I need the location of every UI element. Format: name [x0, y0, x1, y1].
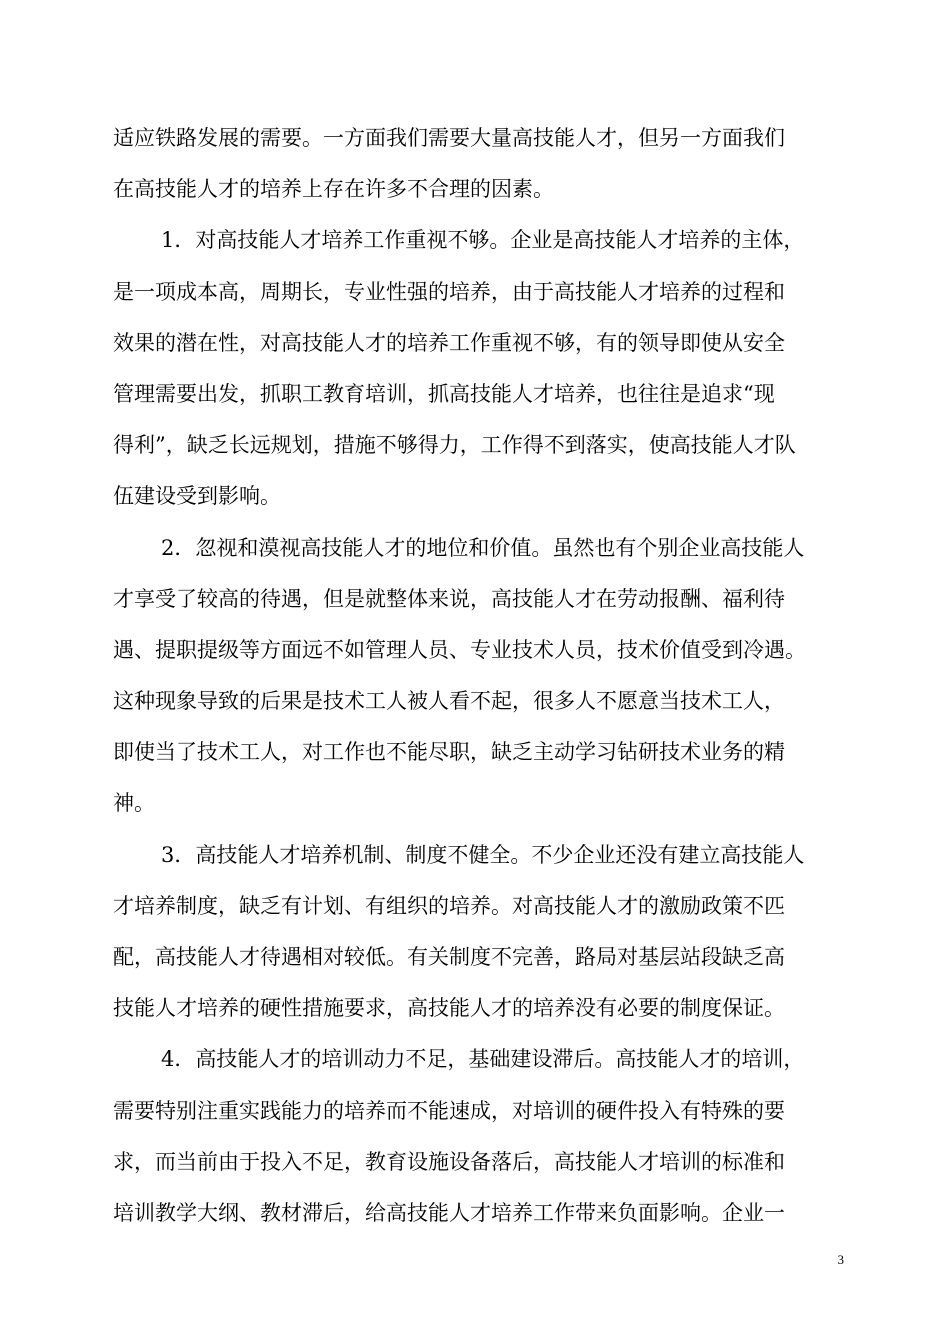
text-line: 管理需要出发，抓职工教育培训，抓高技能人才培养，也往往是追求“现: [113, 381, 775, 406]
text-line: 神。: [113, 791, 155, 816]
paragraph-continuation: [113, 113, 841, 215]
text-line: 遇、提职提级等方面远不如管理人员、专业技术人员，技术价值受到冷遇。: [113, 637, 806, 662]
text-line: 是一项成本高，周期长，专业性强的培养，由于高技能人才培养的过程和: [113, 279, 785, 304]
text-line: 才培养制度，缺乏有计划、有组织的培养。对高技能人才的激励政策不匹: [113, 893, 785, 918]
page-number: 3: [837, 1252, 844, 1267]
paragraph-point-3: [113, 830, 841, 1035]
text-line: 在高技能人才的培养上存在许多不合理的因素。: [113, 177, 554, 202]
text-line: 培训教学大纲、教材滞后，给高技能人才培养工作带来负面影响。企业一: [113, 1200, 785, 1225]
text-line: 配，高技能人才待遇相对较低。有关制度不完善，路局对基层站段缺乏高: [113, 945, 785, 969]
body-text: [113, 113, 841, 1239]
paragraph-point-1: [113, 215, 841, 522]
text-line: 适应铁路发展的需要。一方面我们需要大量高技能人才，但另一方面我们: [113, 126, 785, 150]
text-line: 效果的潜在性，对高技能人才的培养工作重视不够，有的领导即使从安全: [113, 330, 785, 355]
text-line: 得利”，缺乏长远规划，措施不够得力，工作得不到落实，使高技能人才队: [113, 433, 796, 458]
text-line: 才享受了较高的待遇，但是就整体来说，高技能人才在劳动报酬、福利待: [113, 586, 785, 611]
text-line: 2．忽视和漠视高技能人才的地位和价值。虽然也有个别企业高技能人: [161, 535, 805, 560]
text-line: 即使当了技术工人，对工作也不能尽职，缺乏主动学习钻研技术业务的精: [113, 740, 785, 765]
text-line: 伍建设受到影响。: [113, 484, 281, 509]
paragraph-point-4: [113, 1034, 841, 1239]
text-line: 技能人才培养的硬性措施要求，高技能人才的培养没有必要的制度保证。: [113, 996, 785, 1021]
text-line: 求，而当前由于投入不足，教育设施设备落后，高技能人才培训的标准和: [113, 1149, 785, 1174]
text-line: 4．高技能人才的培训动力不足，基础建设滞后。高技能人才的培训，: [161, 1047, 805, 1072]
text-line: 3．高技能人才培养机制、制度不健全。不少企业还没有建立高技能人: [161, 842, 805, 867]
text-line: 这种现象导致的后果是技术工人被人看不起，很多人不愿意当技术工人，: [113, 689, 785, 714]
text-line: 需要特别注重实践能力的培养而不能速成，对培训的硬件投入有特殊的要: [113, 1098, 785, 1123]
paragraph-point-2: [113, 523, 841, 830]
text-line: 1．对高技能人才培养工作重视不够。企业是高技能人才培养的主体，: [161, 228, 805, 253]
